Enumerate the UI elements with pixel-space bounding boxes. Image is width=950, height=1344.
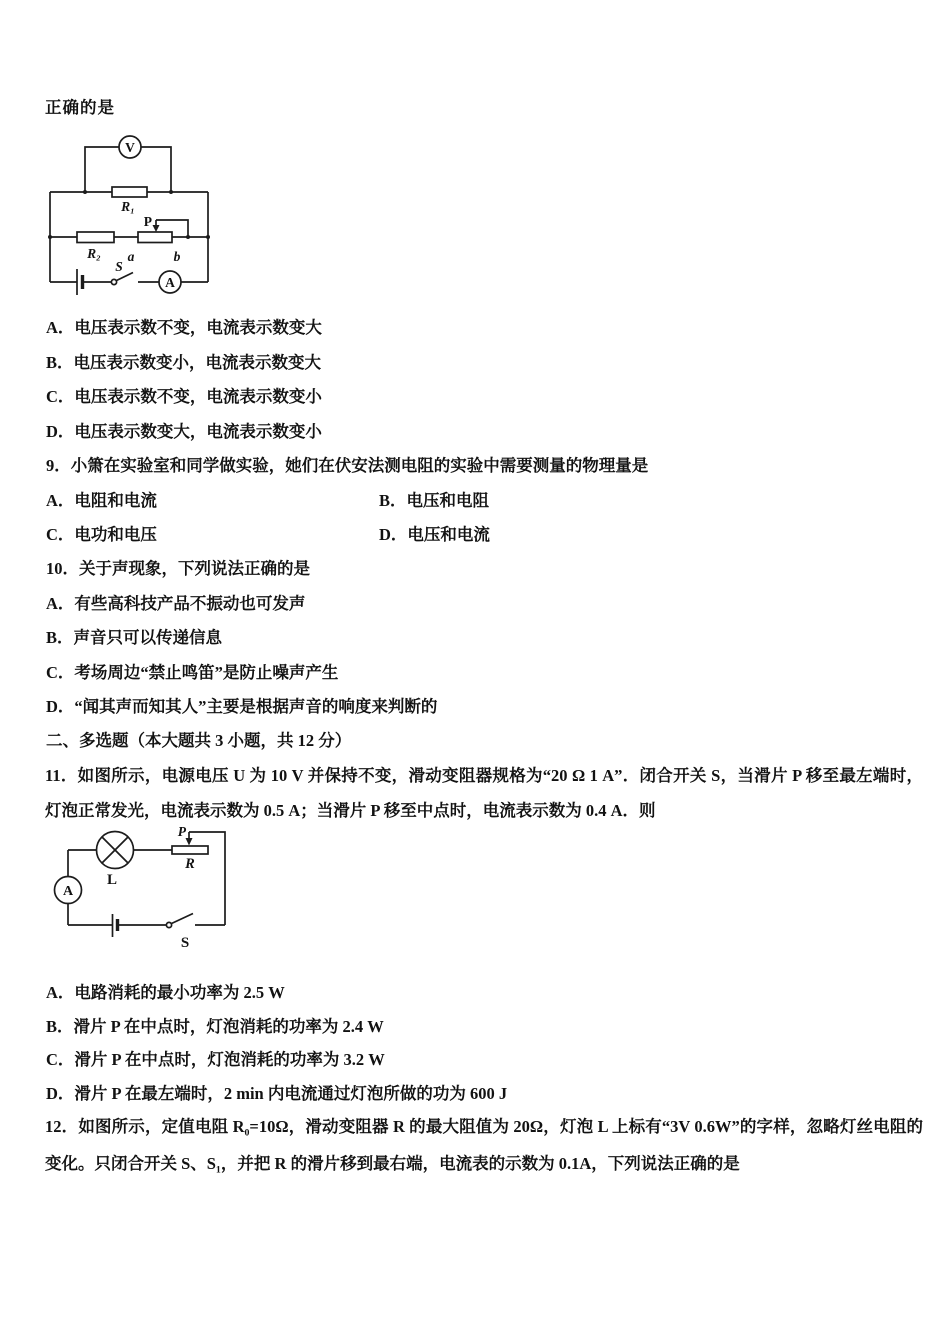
q9-stem: 9．小箫在实验室和同学做实验，她们在伏安法测电阻的实验中需要测量的物理量是 (46, 456, 649, 475)
q10-option-b: B．声音只可以传递信息 (46, 628, 223, 648)
slider-p-label: P (143, 214, 152, 229)
question-10 (46, 552, 921, 725)
voltmeter-label: V (125, 140, 135, 155)
switch-symbol (166, 914, 193, 928)
q11-option-d: D．滑片 P 在最左端时，2 min 内电流通过灯泡所做的功为 600 J (46, 1083, 508, 1103)
ammeter-label: A (165, 275, 175, 290)
ammeter-dial (159, 271, 181, 293)
lamp-l-label: L (106, 872, 118, 888)
q11-stem: 11．如图所示，电源电压 U 为 10 V 并保持不变，滑动变阻器规格为“20 Ω 1 A”．闭合开关 S，当滑片 P 移至最左端时，灯泡正常发光，电流表示数为 0.5 A；当滑片 P 移至中点时，电流表示数为 0.4 A．则 (45, 766, 923, 820)
voltmeter-dial (119, 136, 141, 158)
circuit-diagram-q11 (42, 818, 242, 953)
question-9 (46, 449, 921, 553)
battery-symbol (77, 269, 83, 295)
rheostat-r-label: R (185, 856, 195, 872)
resistor-r2-label: R₂ (87, 246, 101, 261)
q9-option-c: C．电功和电压 (46, 525, 157, 544)
q8-option-b: B．电压表示数变小，电流表示数变大 (46, 352, 322, 372)
switch-symbol (111, 273, 133, 285)
terminal-a-label: a (127, 249, 135, 264)
q8-options (46, 311, 322, 449)
switch-s-label: S (180, 935, 190, 951)
q11-option-c: C．滑片 P 在中点时，灯泡消耗的功率为 3.2 W (46, 1050, 385, 1069)
intro-text: 正确的是 (45, 98, 115, 117)
section-2-title: 二、多选题（本大题共 3 小题，共 12 分） (46, 731, 352, 750)
ammeter-label: A (62, 884, 74, 899)
q9-option-d: D．电压和电流 (379, 525, 490, 544)
lamp-symbol (97, 832, 134, 869)
q11-option-b: B．滑片 P 在中点时，灯泡消耗的功率为 2.4 W (46, 1016, 384, 1036)
q10-option-a: A．有些高科技产品不振动也可发声 (46, 593, 306, 613)
terminal-b-label: b (173, 249, 181, 264)
q8-option-c: C．电压表示数不变，电流表示数变小 (46, 387, 322, 406)
ammeter-dial (55, 877, 82, 904)
q9-option-b: B．电压和电阻 (379, 490, 490, 510)
q9-option-a: A．电阻和电流 (46, 490, 157, 510)
q12-stem: 12．如图所示，定值电阻 R₀=10Ω，滑动变阻器 R 的最大阻值为 20Ω，灯泡 L 上标有“3V 0.6W”的字样，忽略灯丝电阻的变化。只闭合开关 S、S₁，并把 R 的滑片移到最右端，电流表的示数为 0.1A，下列说法正确的是 (45, 1117, 923, 1173)
q11-option-a: A．电路消耗的最小功率为 2.5 W (46, 983, 285, 1002)
slider-p-label: P (177, 824, 186, 839)
circuit-diagram-q8 (48, 130, 268, 305)
switch-s-label: S (115, 259, 123, 274)
q10-option-d: D．“闻其声而知其人”主要是根据声音的响度来判断的 (46, 697, 438, 717)
resistor-r2-symbol (77, 232, 114, 243)
battery-symbol (113, 914, 118, 937)
q10-options (46, 587, 921, 725)
q8-option-a: A．电压表示数不变，电流表示数变大 (46, 318, 322, 337)
resistor-r1-label: R₁ (121, 199, 135, 214)
q9-options (46, 484, 921, 553)
q8-option-d: D．电压表示数变大，电流表示数变小 (46, 421, 322, 441)
q11-options (46, 976, 507, 1110)
q10-stem: 10．关于声现象，下列说法正确的是 (46, 559, 310, 578)
resistor-r1-symbol (112, 187, 147, 197)
q10-option-c: C．考场周边“禁止鸣笛”是防止噪声产生 (46, 662, 339, 682)
